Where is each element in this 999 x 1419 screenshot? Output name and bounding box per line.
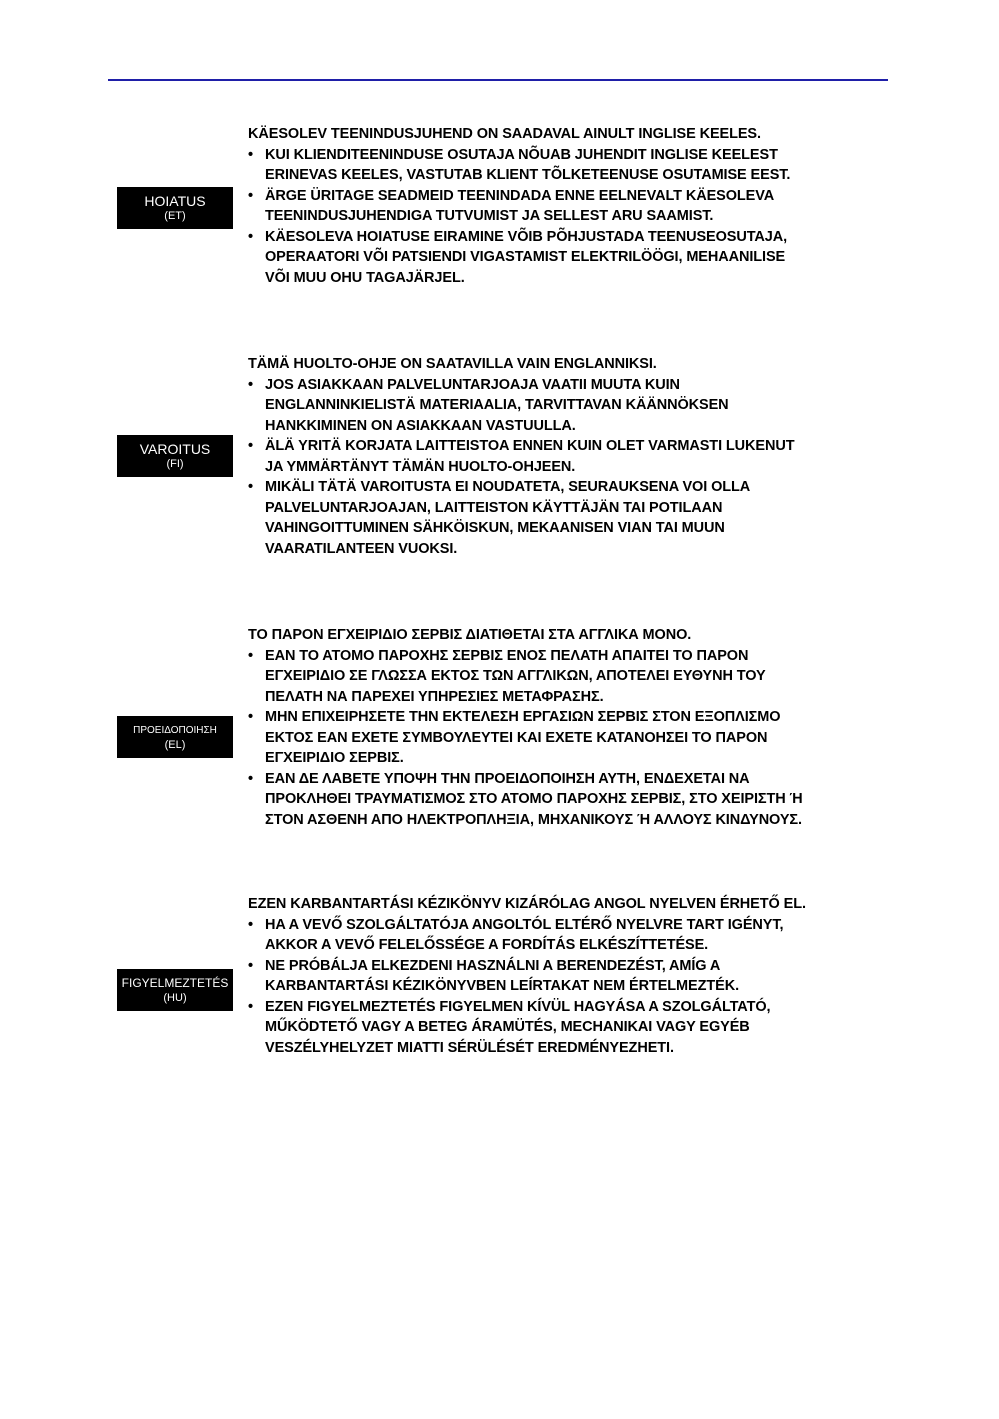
bullet-icon: •: [248, 647, 253, 664]
bullet-text: ΕΑΝ ΤΟ ΑΤΟΜΟ ΠΑΡΟΧΗΣ ΣΕΡΒΙΣ ΕΝΟΣ ΠΕΛΑΤΗ ΑΠΑΙΤΕΙ ΤΟ ΠΑΡΟΝ ΕΓΧΕΙΡΙΔΙΟ ΣΕ ΓΛΩΣΣΑ ΕΚΤΟΣ ΤΩΝ ΑΓΓΛΙΚΩΝ, ΑΠΟΤΕΛΕΙ ΕΥΘΥΝΗ ΤΟΥ ΠΕΛΑΤΗ ΝΑ ΠΑΡΕΧΕΙ ΥΠΗΡΕΣΙΕΣ ΜΕΤΑΦΡΑΣΗΣ.: [265, 647, 766, 705]
warning-bullet-list: [248, 915, 888, 1059]
warning-headline: ΤΟ ΠΑΡΟΝ ΕΓΧΕΙΡΙΔΙΟ ΣΕΡΒΙΣ ΔΙΑΤΙΘΕΤΑΙ ΣΤΑ ΑΓΓΛΙΚΑ ΜΟΝΟ.: [248, 627, 692, 643]
bullet-text: EZEN FIGYELMEZTETÉS FIGYELMEN KÍVÜL HAGYÁSA A SZOLGÁLTATÓ, MŰKÖDTETŐ VAGY A BETEG ÁRAMÜTÉS, MECHANIKAI VAGY EGYÉB VESZÉLYHELYZET MIATTI SÉRÜLÉSÉT EREDMÉNYEZHETI.: [265, 998, 771, 1056]
badge-word: HOIATUS: [144, 193, 206, 209]
list-item: [248, 477, 888, 559]
bullet-icon: •: [248, 916, 253, 933]
bullet-icon: •: [248, 187, 253, 204]
bullet-text: KÄESOLEVA HOIATUSE EIRAMINE VÕIB PÕHJUSTADA TEENUSEOSUTAJA, OPERAATORI VÕI PATSIENDI VIGASTAMIST ELEKTRILÖÖGI, MEHAANILISE VÕI MUU OHU TAGAJÄRJEL.: [265, 228, 788, 286]
warning-bullet-list: [248, 145, 888, 289]
bullet-icon: •: [248, 228, 253, 245]
badge-language-code: (ET): [164, 210, 186, 222]
list-item: [248, 436, 888, 477]
list-item: [248, 997, 888, 1059]
warning-text-et: [248, 124, 888, 288]
warning-text-fi: [248, 354, 888, 559]
warning-badge-fi: [117, 435, 233, 477]
bullet-text: ÄLÄ YRITÄ KORJATA LAITTEISTOA ENNEN KUIN OLET VARMASTI LUKENUT JA YMMÄRTÄNYT TÄMÄN HUOLTO-OHJEEN.: [265, 438, 795, 475]
warning-bullet-list: [248, 375, 888, 560]
bullet-icon: •: [248, 770, 253, 787]
warning-text-hu: [248, 894, 888, 1058]
warning-headline: TÄMÄ HUOLTO-OHJE ON SAATAVILLA VAIN ENGLANNIKSI.: [248, 356, 657, 372]
header-rule: [108, 79, 888, 81]
bullet-text: ΜΗΝ ΕΠΙΧΕΙΡΗΣΕΤΕ ΤΗΝ ΕΚΤΕΛΕΣΗ ΕΡΓΑΣΙΩΝ ΣΕΡΒΙΣ ΣΤΟΝ ΕΞΟΠΛΙΣΜΟ ΕΚΤΟΣ ΕΑΝ ΕΧΕΤΕ ΣΥΜΒΟΥΛΕΥΤΕΙ ΚΑΙ ΕΧΕΤΕ ΚΑΤΑΝΟΗΣΕΙ ΤΟ ΠΑΡΟΝ ΕΓΧΕΙΡΙΔΙΟ ΣΕΡΒΙΣ.: [265, 709, 781, 766]
badge-language-code: (HU): [163, 991, 187, 1004]
badge-language-code: (FI): [166, 458, 184, 470]
list-item: [248, 956, 888, 997]
list-item: [248, 375, 888, 437]
bullet-icon: •: [248, 998, 253, 1015]
badge-word: ΠΡΟΕΙΔΟΠΟΙΗΣΗ: [133, 724, 217, 736]
bullet-text: HA A VEVŐ SZOLGÁLTATÓJA ANGOLTÓL ELTÉRŐ NYELVRE TART IGÉNYT, AKKOR A VEVŐ FELELŐSSÉGE A FORDÍTÁS ELKÉSZÍTTETÉSE.: [265, 916, 784, 953]
bullet-icon: •: [248, 479, 253, 495]
bullet-text: MIKÄLI TÄTÄ VAROITUSTA EI NOUDATETA, SEURAUKSENA VOI OLLA PALVELUNTARJOAJAN, LAITTEISTON KÄYTTÄJÄN TAI POTILAAN VAHINGOITTUMINEN SÄHKÖISKUN, MEKAANISEN VIAN TAI MUUN VAARATILANTEEN VUOKSI.: [265, 479, 751, 557]
bullet-icon: •: [248, 438, 253, 454]
list-item: [248, 646, 888, 708]
badge-language-code: (EL): [164, 738, 186, 751]
warning-headline: EZEN KARBANTARTÁSI KÉZIKÖNYV KIZÁRÓLAG ANGOL NYELVEN ÉRHETŐ EL.: [248, 896, 806, 912]
warning-badge-el: [117, 716, 233, 758]
list-item: [248, 707, 888, 769]
list-item: [248, 769, 888, 831]
bullet-text: NE PRÓBÁLJA ELKEZDENI HASZNÁLNI A BERENDEZÉST, AMÍG A KARBANTARTÁSI KÉZIKÖNYVBEN LEÍRTAKAT NEM ÉRTELMEZTÉK.: [265, 957, 739, 994]
bullet-icon: •: [248, 146, 253, 163]
badge-word: FIGYELMEZTETÉS: [121, 975, 229, 990]
list-item: [248, 227, 888, 289]
bullet-icon: •: [248, 957, 253, 974]
list-item: [248, 186, 888, 227]
warning-bullet-list: [248, 646, 888, 831]
bullet-icon: •: [248, 376, 253, 393]
bullet-text: ΕΑΝ ΔΕ ΛΑΒΕΤΕ ΥΠΟΨΗ ΤΗΝ ΠΡΟΕΙΔΟΠΟΙΗΣΗ ΑΥΤΗ, ΕΝΔΕΧΕΤΑΙ ΝΑ ΠΡΟΚΛΗΘΕΙ ΤΡΑΥΜΑΤΙΣΜΟΣ ΣΤΟ ΑΤΟΜΟ ΠΑΡΟΧΗΣ ΣΕΡΒΙΣ, ΣΤΟ ΧΕΙΡΙΣΤΗ Ή ΣΤΟΝ ΑΣΘΕΝΗ ΑΠΟ ΗΛΕΚΤΡΟΠΛΗΞΙΑ, ΜΗΧΑΝΙΚΟΥΣ Ή ΑΛΛΟΥΣ ΚΙΝΔΥΝΟΥΣ.: [265, 770, 803, 828]
warning-text-el: [248, 625, 888, 830]
warning-badge-hu: [117, 969, 233, 1011]
bullet-text: ÄRGE ÜRITAGE SEADMEID TEENINDADA ENNE EELNEVALT KÄESOLEVA TEENINDUSJUHENDIGA TUTVUMIST JA SELLEST ARU SAAMIST.: [265, 187, 775, 224]
bullet-text: KUI KLIENDITEENINDUSE OSUTAJA NÕUAB JUHENDIT INGLISE KEELEST ERINEVAS KEELES, VASTUTAB KLIENT TÕLKETEENUSE OSUTAMISE EEST.: [265, 146, 791, 183]
warning-badge-et: [117, 187, 233, 229]
bullet-text: JOS ASIAKKAAN PALVELUNTARJOAJA VAATII MUUTA KUIN ENGLANNINKIELISTÄ MATERIAALIA, TARVITTAVAN KÄÄNNÖKSEN HANKKIMINEN ON ASIAKKAAN VASTUULLA.: [265, 376, 729, 434]
list-item: [248, 145, 888, 186]
list-item: [248, 915, 888, 956]
bullet-icon: •: [248, 709, 253, 725]
badge-word: VAROITUS: [139, 441, 211, 457]
warning-headline: KÄESOLEV TEENINDUSJUHEND ON SAADAVAL AINULT INGLISE KEELES.: [248, 126, 761, 142]
